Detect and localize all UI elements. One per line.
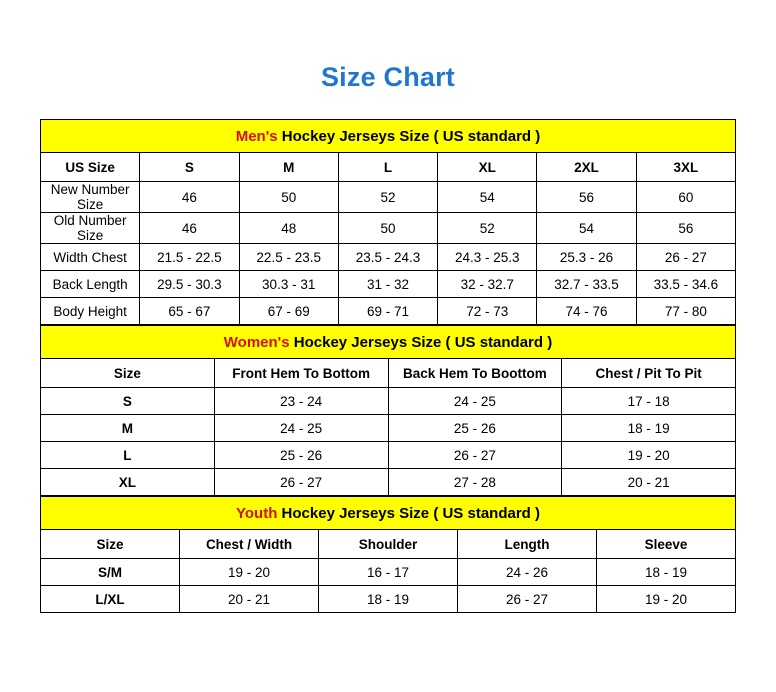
table-row — [41, 244, 736, 271]
mens-banner-row — [41, 120, 736, 153]
mens-cell: 46 — [140, 182, 239, 213]
womens-cell: 25 - 26 — [214, 442, 388, 469]
mens-row-label: New Number Size — [41, 182, 140, 213]
mens-cell: 54 — [438, 182, 537, 213]
mens-cell: 46 — [140, 213, 239, 244]
youth-header-cell: Shoulder — [319, 530, 458, 559]
mens-cell: 69 - 71 — [338, 298, 437, 325]
womens-header-row — [41, 359, 736, 388]
youth-header-cell: Size — [41, 530, 180, 559]
womens-cell: 24 - 25 — [214, 415, 388, 442]
table-row — [41, 415, 736, 442]
mens-cell: 52 — [438, 213, 537, 244]
mens-header-cell: M — [239, 153, 338, 182]
mens-banner-cell — [41, 120, 736, 153]
mens-cell: 52 — [338, 182, 437, 213]
youth-cell: 18 - 19 — [597, 559, 736, 586]
mens-cell: 33.5 - 34.6 — [636, 271, 735, 298]
youth-cell: 24 - 26 — [458, 559, 597, 586]
mens-cell: 22.5 - 23.5 — [239, 244, 338, 271]
mens-cell: 26 - 27 — [636, 244, 735, 271]
mens-header-cell: US Size — [41, 153, 140, 182]
womens-cell: 23 - 24 — [214, 388, 388, 415]
youth-row-label: L/XL — [41, 586, 180, 613]
table-row — [41, 182, 736, 213]
youth-size-table — [40, 496, 736, 613]
mens-cell: 25.3 - 26 — [537, 244, 636, 271]
mens-cell: 23.5 - 24.3 — [338, 244, 437, 271]
youth-header-row — [41, 530, 736, 559]
womens-cell: 27 - 28 — [388, 469, 562, 496]
womens-cell: 26 - 27 — [214, 469, 388, 496]
youth-cell: 16 - 17 — [319, 559, 458, 586]
mens-cell: 65 - 67 — [140, 298, 239, 325]
table-row — [41, 559, 736, 586]
womens-cell: 24 - 25 — [388, 388, 562, 415]
mens-row-label: Width Chest — [41, 244, 140, 271]
womens-header-cell: Size — [41, 359, 215, 388]
table-row — [41, 469, 736, 496]
womens-row-label: L — [41, 442, 215, 469]
womens-banner-row — [41, 326, 736, 359]
womens-size-table — [40, 325, 736, 496]
youth-row-label: S/M — [41, 559, 180, 586]
mens-banner-accent: Men's — [235, 127, 278, 145]
mens-header-cell: 2XL — [537, 153, 636, 182]
womens-cell: 25 - 26 — [388, 415, 562, 442]
table-row — [41, 213, 736, 244]
youth-banner-row — [41, 497, 736, 530]
mens-cell: 72 - 73 — [438, 298, 537, 325]
mens-cell: 31 - 32 — [338, 271, 437, 298]
youth-banner-rest: Hockey Jerseys Size ( US standard ) — [277, 504, 540, 522]
mens-banner-rest: Hockey Jerseys Size ( US standard ) — [277, 127, 541, 145]
mens-cell: 54 — [537, 213, 636, 244]
youth-cell: 20 - 21 — [180, 586, 319, 613]
womens-row-label: XL — [41, 469, 215, 496]
mens-cell: 56 — [537, 182, 636, 213]
mens-cell: 30.3 - 31 — [239, 271, 338, 298]
mens-cell: 21.5 - 22.5 — [140, 244, 239, 271]
womens-cell: 26 - 27 — [388, 442, 562, 469]
womens-row-label: S — [41, 388, 215, 415]
womens-cell: 18 - 19 — [562, 415, 736, 442]
womens-cell: 17 - 18 — [562, 388, 736, 415]
mens-header-cell: S — [140, 153, 239, 182]
mens-cell: 48 — [239, 213, 338, 244]
youth-banner-cell — [41, 497, 736, 530]
mens-row-label: Old Number Size — [41, 213, 140, 244]
mens-cell: 56 — [636, 213, 735, 244]
womens-banner-cell — [41, 326, 736, 359]
youth-cell: 18 - 19 — [319, 586, 458, 613]
mens-row-label: Body Height — [41, 298, 140, 325]
table-row — [41, 586, 736, 613]
mens-cell: 32 - 32.7 — [438, 271, 537, 298]
womens-cell: 20 - 21 — [562, 469, 736, 496]
mens-cell: 32.7 - 33.5 — [537, 271, 636, 298]
mens-header-cell: 3XL — [636, 153, 735, 182]
table-row — [41, 271, 736, 298]
mens-header-row — [41, 153, 736, 182]
youth-banner-accent: Youth — [236, 504, 278, 522]
mens-cell: 74 - 76 — [537, 298, 636, 325]
womens-header-cell: Back Hem To Boottom — [388, 359, 562, 388]
mens-cell: 24.3 - 25.3 — [438, 244, 537, 271]
youth-header-cell: Sleeve — [597, 530, 736, 559]
youth-header-cell: Length — [458, 530, 597, 559]
womens-banner-rest: Hockey Jerseys Size ( US standard ) — [289, 333, 553, 351]
mens-header-cell: L — [338, 153, 437, 182]
table-row — [41, 442, 736, 469]
mens-cell: 50 — [338, 213, 437, 244]
mens-cell: 29.5 - 30.3 — [140, 271, 239, 298]
youth-cell: 26 - 27 — [458, 586, 597, 613]
mens-cell: 60 — [636, 182, 735, 213]
table-row — [41, 298, 736, 325]
mens-header-cell: XL — [438, 153, 537, 182]
womens-header-cell: Chest / Pit To Pit — [562, 359, 736, 388]
womens-cell: 19 - 20 — [562, 442, 736, 469]
womens-header-cell: Front Hem To Bottom — [214, 359, 388, 388]
mens-cell: 50 — [239, 182, 338, 213]
youth-cell: 19 - 20 — [597, 586, 736, 613]
table-row — [41, 388, 736, 415]
womens-banner-accent: Women's — [223, 333, 290, 351]
womens-row-label: M — [41, 415, 215, 442]
mens-cell: 77 - 80 — [636, 298, 735, 325]
youth-header-cell: Chest / Width — [180, 530, 319, 559]
youth-cell: 19 - 20 — [180, 559, 319, 586]
mens-row-label: Back Length — [41, 271, 140, 298]
size-chart-container — [40, 119, 736, 613]
mens-cell: 67 - 69 — [239, 298, 338, 325]
mens-size-table — [40, 119, 736, 325]
page-title: Size Chart — [320, 62, 456, 92]
